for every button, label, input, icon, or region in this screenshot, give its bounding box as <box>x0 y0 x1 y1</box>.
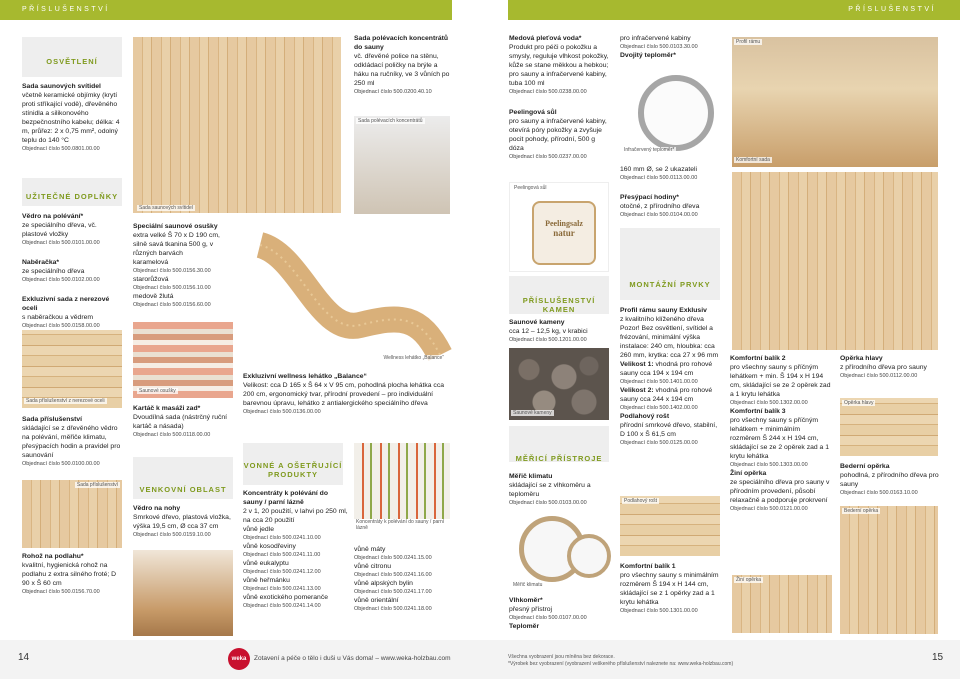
zini-title: Žiní opěrka <box>730 470 767 477</box>
polev-caption: Sada polévacích koncentrátů <box>358 118 423 124</box>
polev-order: Objednací číslo 500.0200.40.10 <box>354 89 432 95</box>
konc-a2: vůně kosodřeviny <box>243 543 296 550</box>
section-montazni: MONTÁŽNÍ PRVKY <box>620 228 720 300</box>
bederni-title: Bederní opěrka <box>840 463 890 470</box>
footer-note1: Všechna vyobrazení jsou míněna bez dekorace. <box>508 654 615 660</box>
teplomer-image <box>620 75 720 157</box>
v1-order: Objednací číslo 500.1401.00.00 <box>620 379 698 385</box>
konc-a5-order: Objednací číslo 500.0241.14.00 <box>243 603 321 609</box>
dig-order: Objednací číslo 500.0113.00.00 <box>620 175 698 181</box>
balik1-order: Objednací číslo 500.1301.00.00 <box>620 608 698 614</box>
konc-b2-order: Objednací číslo 500.0241.16.00 <box>354 572 432 578</box>
profil-text: z kvalitního klíženého dřeva Pozor! Bez osvětlení, svítidel a frézování, minimální výška instalace: 240 cm, hloubka: cca 260 mm, krytka: cca 27 x 96 mm <box>620 316 719 359</box>
section-venkovni: VENKOVNÍ OBLAST <box>133 457 233 499</box>
ir-text: pro infračervené kabiny <box>620 35 691 42</box>
kameny-block <box>509 318 609 344</box>
koncentraty-caption: Koncentráty k polévání do sauny / parní lázně <box>356 519 445 531</box>
kartac-title: Kartáč k masáži zad* <box>133 405 201 412</box>
v2-order: Objednací číslo 500.1402.00.00 <box>620 405 698 411</box>
svitidel-block <box>22 82 122 153</box>
rost-title: Podlahový rošt <box>620 413 670 420</box>
weka-logo: weka <box>228 648 250 670</box>
konc-a2-order: Objednací číslo 500.0241.11.00 <box>243 552 321 558</box>
svitidel-text: včetně keramické objímky (krytí proti stříkající vodě), dřevěného stínidla a silikonového bezpečnostního kabelu; délka: 4 m, průřez: 2 x 0,75 mm², odolný teplu do 140 °C <box>22 92 120 144</box>
rost-order: Objednací číslo 500.0125.00.00 <box>620 440 698 446</box>
v1-title: Velikost 1: <box>620 361 654 368</box>
konc-b4: vůně orientální <box>354 597 399 604</box>
vedro-nohy-order: Objednací číslo 500.0159.10.00 <box>133 532 211 538</box>
podlahovy-caption: Podlahový rošt <box>624 498 658 504</box>
meric-block <box>509 472 609 507</box>
profil-caption: Profil rámu <box>736 39 761 45</box>
konc-b3: vůně alpských bylin <box>354 580 413 587</box>
teplomer-caption: Infračervený teploměr* <box>624 147 675 153</box>
balik1-block <box>620 562 722 615</box>
section-vone: VONNÉ A OŠETŘUJÍCÍ PRODUKTY <box>243 443 343 485</box>
konc-b4-order: Objednací číslo 500.0241.18.00 <box>354 606 432 612</box>
konc-title: Koncentráty k polévání do sauny / parní lázně <box>243 490 328 506</box>
rost-text: přírodní smrkové dřevo, stabilní, D 100 x Š 61,5 cm <box>620 422 718 438</box>
peeling-jar <box>532 201 596 265</box>
med-title: Medová pleťová voda* <box>509 35 582 42</box>
osusky-v2-order: Objednací číslo 500.0156.10.00 <box>133 285 211 291</box>
header-right: PŘÍSLUŠENSTVÍ <box>508 0 960 20</box>
section-uzitecne: UŽITEČNÉ DOPLŇKY <box>22 178 122 206</box>
svitidel-caption: Sada saunových svítidel <box>139 205 193 211</box>
saunove-svitidlo-image <box>133 37 341 213</box>
sada-block <box>22 415 122 468</box>
dig-block <box>620 165 720 182</box>
konc-text: 2 v 1, 20 použití, v lahvi po 250 ml, na cca 20 použití <box>243 508 348 524</box>
naberacka-title: Naběračka* <box>22 259 60 266</box>
vedro-nohy-text: Smrkové dřevo, plastová vložka, výška 19,5 cm, Ø cca 37 cm <box>133 514 231 530</box>
lehatko-caption: Wellness lehátko „Balance“ <box>383 355 444 361</box>
ir-block <box>620 34 720 60</box>
profil-ramu-image <box>732 37 938 167</box>
konc-block <box>243 489 349 610</box>
hodiny-title: Přesýpací hodiny* <box>620 194 679 201</box>
vlhkomer-block <box>509 596 609 631</box>
nerez-set-image <box>22 330 122 408</box>
vedro-block <box>22 212 122 247</box>
zini-text: ze speciálního dřeva pro sauny v přírodním provedení, působí relaxačně a podporuje prokrvení <box>730 479 830 504</box>
vedro-text: ze speciálního dřeva, vč. plastové vložky <box>22 222 97 238</box>
konc-b2: vůně citronu <box>354 563 392 570</box>
profil-title: Profil rámu sauny Exklusiv <box>620 307 707 314</box>
header-left: PŘÍSLUŠENSTVÍ <box>0 0 452 20</box>
lehatko-drawing <box>240 215 450 365</box>
meric-image <box>509 512 609 592</box>
med-order: Objednací číslo 500.0238.00.00 <box>509 89 587 95</box>
footer-notes <box>508 654 808 668</box>
sada-text: skládající se z dřevěného vědro na polévání, měřiče klimatu, přesýpacích hodin a pravidel pro saunování <box>22 425 121 459</box>
osusky-title: Speciální saunové osušky <box>133 223 218 230</box>
konc-b1-order: Objednací číslo 500.0241.15.00 <box>354 555 432 561</box>
hlavy-image <box>840 398 938 456</box>
med-block <box>509 34 609 96</box>
exkl-title: Exkluzivní sada z nerezové oceli <box>22 296 110 312</box>
konc-a3-order: Objednací číslo 500.0241.12.00 <box>243 569 321 575</box>
sada-caption: Sada příslušenství <box>76 482 118 488</box>
vlhkomer-order: Objednací číslo 500.0107.00.00 <box>509 615 587 621</box>
vlhkomer-text: přesný přístroj <box>509 606 553 613</box>
meric-text: skládající se z vlhkoměru a teploměru <box>509 482 591 498</box>
meric-title: Měřič klimatu <box>509 473 553 480</box>
konc-b1: vůně máty <box>354 546 386 553</box>
b3-title: Komfortní balík 3 <box>730 408 786 415</box>
section-merici: MĚŘICÍ PŘÍSTROJE <box>509 426 609 462</box>
hlavy-order: Objednací číslo 500.0112.00.00 <box>840 373 918 379</box>
lehatko-block <box>243 372 453 416</box>
vedro-nohy-block <box>133 504 233 539</box>
komfortni-caption: Komfortní sada <box>736 157 770 163</box>
peel-title: Peelingová sůl <box>509 109 557 116</box>
lehatko-image <box>240 215 450 365</box>
bederni-order: Objednací číslo 500.0163.10.00 <box>840 490 918 496</box>
konc-a4: vůně heřmánku <box>243 577 290 584</box>
komfortni-sada-image <box>732 172 938 350</box>
polev-image <box>354 116 450 214</box>
sada-title: Sada příslušenství <box>22 416 83 423</box>
svitidel-title: Sada saunových svítidel <box>22 83 101 90</box>
sada-image <box>22 480 122 548</box>
naberacka-text: ze speciálního dřeva <box>22 268 85 275</box>
rohoz-title: Rohož na podlahu* <box>22 553 84 560</box>
osusky-v1-order: Objednací číslo 500.0156.30.00 <box>133 268 211 274</box>
konc-a4-order: Objednací číslo 500.0241.13.00 <box>243 586 321 592</box>
exkl-order: Objednací číslo 500.0158.00.00 <box>22 323 100 329</box>
teplomer-dial-icon <box>638 75 714 151</box>
kameny-image <box>509 348 609 420</box>
peel-order: Objednací číslo 500.0237.00.00 <box>509 154 587 160</box>
exkl-block <box>22 295 122 330</box>
b3-order: Objednací číslo 500.1303.00.00 <box>730 462 808 468</box>
kartac-text: Dvoudílná sada (nástrčný ruční kartáč a násada) <box>133 414 228 430</box>
vlhkomer-title: Vlhkoměr* <box>509 597 543 604</box>
meric-caption: Měřič klimatu <box>513 582 543 588</box>
meric-order: Objednací číslo 500.0103.00.00 <box>509 500 587 506</box>
b2-title: Komfortní balík 2 <box>730 355 786 362</box>
rohoz-block <box>22 552 122 596</box>
kameny-caption: Saunové kameny <box>513 410 552 416</box>
v2-text: vhodná pro rohové sauny cca 244 x 194 cm <box>620 387 713 403</box>
kartac-order: Objednací číslo 500.0118.00.00 <box>133 432 211 438</box>
rohoz-order: Objednací číslo 500.0156.70.00 <box>22 589 100 595</box>
osusky-block <box>133 222 233 309</box>
osusky-image <box>133 322 233 398</box>
zini-caption: Žiní opěrka <box>736 577 762 583</box>
hodiny-block <box>620 193 720 219</box>
hlavy-caption: Opěrka hlavy <box>844 400 874 406</box>
konc-a1-order: Objednací číslo 500.0241.10.00 <box>243 535 321 541</box>
b3-text: pro všechny sauny s příčným lehátkem + minimálním rozměrem Š 244 x H 194 cm, skládající se ze 2 opěrek zad a 1 krytu lehátka <box>730 417 829 460</box>
hodiny-text: otočné, z přírodního dřeva <box>620 203 700 210</box>
koncentraty-image <box>354 443 450 531</box>
peeling-caption: Peelingová sůl <box>514 185 547 191</box>
bederni-caption: Bederní opěrka <box>844 508 879 514</box>
vedro-title: Vědro na polévání* <box>22 213 84 220</box>
kartac-block <box>133 404 233 439</box>
ir-order: Objednací číslo 500.0103.30.00 <box>620 44 698 50</box>
page-number-left: 14 <box>18 652 30 663</box>
page-number-right: 15 <box>932 652 944 663</box>
peeling-jar-label2: natur <box>553 228 575 238</box>
naberacka-order: Objednací číslo 500.0102.00.00 <box>22 277 100 283</box>
vedro-order: Objednací číslo 500.0101.00.00 <box>22 240 100 246</box>
kameny-text: cca 12 – 12,5 kg, v krabici <box>509 328 588 335</box>
footer <box>0 640 960 679</box>
polev-text: vč. dřevěné police na stěnu, odkládací poličky na brýle a háku na ručníky, ve 3 vůních po 250 ml <box>354 53 450 87</box>
osusky-v2: starorůžová <box>133 276 169 283</box>
konc-b-block <box>354 545 450 613</box>
lehatko-text: Velikost: cca D 165 x Š 64 x V 95 cm, pohodlná plocha lehátka cca 200 cm, ergonomický tvar, přírodní provedení – pro individuální barevnou úpravu, lehátko z antialergického speciálního dřeva <box>243 382 445 407</box>
exkl-text: s naběračkou a vědrem <box>22 314 94 321</box>
section-osvetleni: OSVĚTLENÍ <box>22 37 122 77</box>
meric-dial2-icon <box>567 534 611 578</box>
polev-title: Sada polévacích koncentrátů do sauny <box>354 35 449 51</box>
med-text: Produkt pro péči o pokožku a smysly, reguluje vlhkost pokožky, kůže se stane měkkou a hebkou; pro sauny a infračervené kabiny, tuba 100 ml <box>509 44 609 87</box>
hlavy-text: z přírodního dřeva pro sauny <box>840 364 927 371</box>
vedro-nohy-image <box>133 550 233 636</box>
v2-title: Velikost 2: <box>620 387 654 394</box>
zini-image <box>732 575 832 633</box>
dig-title: Dvojitý teploměr* <box>620 52 676 59</box>
konc-b3-order: Objednací číslo 500.0241.17.00 <box>354 589 432 595</box>
dig-text: 160 mm Ø, se 2 ukazateli <box>620 166 698 173</box>
svitidel-order: Objednací číslo 500.0801.00.00 <box>22 146 100 152</box>
bederni-image <box>840 506 938 634</box>
osusky-v3: medově žlutá <box>133 293 174 300</box>
b2-order: Objednací číslo 500.1302.00.00 <box>730 400 808 406</box>
v1-text: vhodná pro rohové sauny cca 194 x 194 cm <box>620 361 713 377</box>
zini-order: Objednací číslo 500.0121.00.00 <box>730 506 808 512</box>
podlahovy-rost-image <box>620 496 720 556</box>
sada-order: Objednací číslo 500.0100.00.00 <box>22 461 100 467</box>
peel-text: pro sauny a infračervené kabiny, otevírá póry pokožky a zvyšuje pocit pohody, přírodní, 500 g dóza <box>509 118 607 152</box>
konc-a1: vůně jedle <box>243 526 274 533</box>
hlavy-title: Opěrka hlavy <box>840 355 883 362</box>
kameny-order: Objednací číslo 500.1201.00.00 <box>509 337 587 343</box>
peeling-image <box>509 182 609 272</box>
osusky-v1: karamelová <box>133 259 169 266</box>
balik1-title: Komfortní balík 1 <box>620 563 676 570</box>
section-prislusenstvi-kamen: PŘÍSLUŠENSTVÍ KAMEN <box>509 276 609 314</box>
footer-note2: *Výrobek bez vyobrazení (vyobrazení veškerého příslušenství naleznete na: www.weka-holzbau.com) <box>508 661 734 667</box>
konc-a5: vůně exotického pomeranče <box>243 594 329 601</box>
polev-block <box>354 34 454 96</box>
nerez-caption: Sada příslušenství z nerezové oceli <box>26 398 105 404</box>
osusky-text: extra velké Š 70 x D 190 cm, silně savá tkanina 500 g, v různých barvách <box>133 232 220 257</box>
hodiny-order: Objednací číslo 500.0104.00.00 <box>620 212 698 218</box>
bederni-block <box>840 462 940 497</box>
profil-block <box>620 306 722 447</box>
footer-slogan[interactable]: Zotavení a péče o tělo i duši u Vás doma! – www.weka-holzbau.com <box>254 655 451 662</box>
lehatko-order: Objednací číslo 500.0136.00.00 <box>243 409 321 415</box>
kameny-title: Saunové kameny <box>509 319 565 326</box>
b2-block <box>730 354 832 513</box>
peeling-jar-label: Peelingsalz <box>545 219 583 228</box>
vedro-nohy-title: Vědro na nohy <box>133 505 181 512</box>
osusky-v3-order: Objednací číslo 500.0156.60.00 <box>133 302 211 308</box>
hlavy-block <box>840 354 940 380</box>
bederni-text: pohodlná, z přírodního dřeva pro sauny <box>840 472 939 488</box>
rohoz-text: kvalitní, hygienická rohož na podlahu z extra silného froté; D 90 x Š 60 cm <box>22 562 117 587</box>
balik1-text: pro všechny sauny s minimálním rozměrem Š 194 x H 144 cm, skládající se z 1 opěrky zad a 1 krytu lehátka <box>620 572 719 606</box>
lehatko-title: Exkluzivní wellness lehátko „Balance“ <box>243 373 367 380</box>
peel-block <box>509 108 609 161</box>
naberacka-block <box>22 258 122 284</box>
konc-a3: vůně eukalyptu <box>243 560 289 567</box>
b2-text: pro všechny sauny s příčným lehátkem + min. Š 194 x H 194 cm, skládající se ze 2 opěrek zad a 1 krytu lehátka <box>730 364 831 398</box>
teplomer-title: Teploměr <box>509 623 540 630</box>
osusky-caption: Saunové osušky <box>139 388 176 394</box>
